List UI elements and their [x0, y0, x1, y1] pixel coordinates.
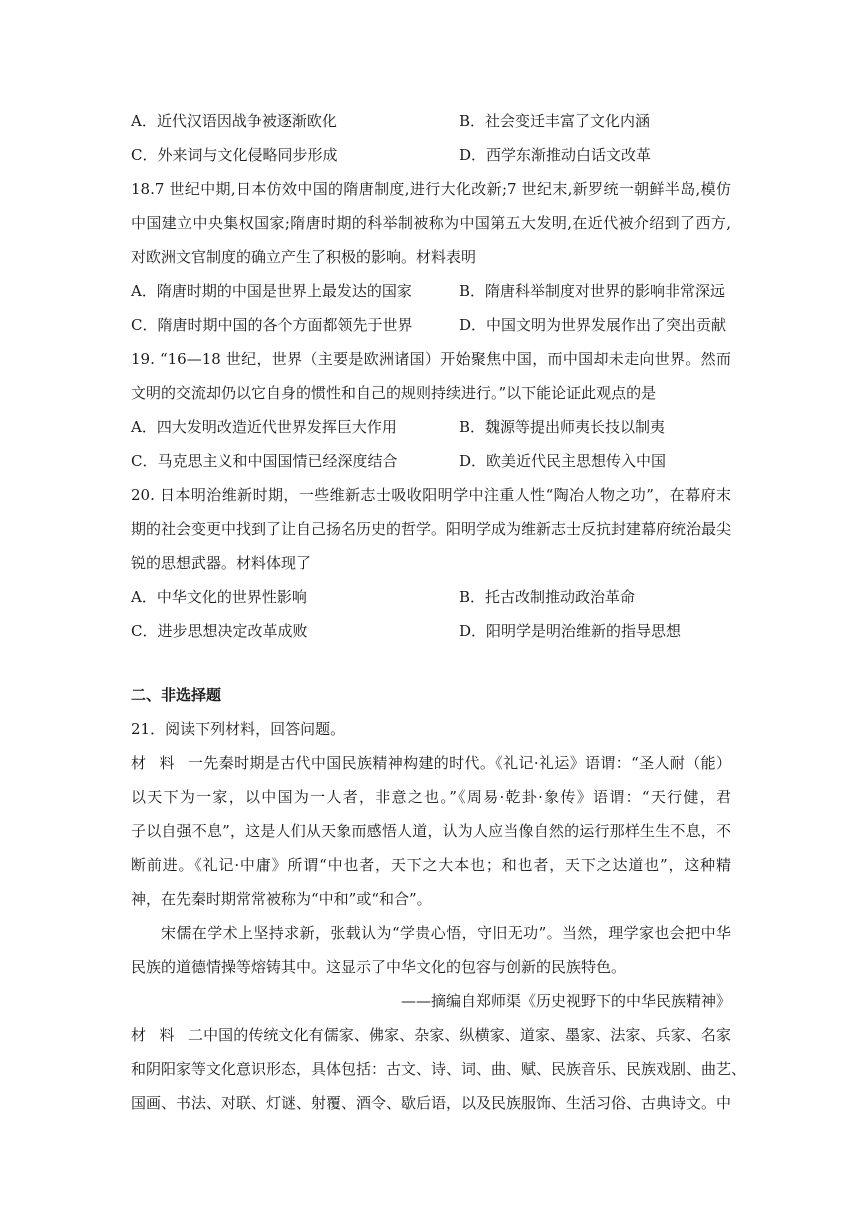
- material-1-line5: 神，在先秦时期常常被称为“中和”或“和合”。: [131, 890, 432, 908]
- material-2-label: 材料二: [131, 1026, 203, 1044]
- q20-option-b: B．托古改制推动政治革命: [459, 588, 636, 606]
- q19-stem-line1: 19. “16—18 世纪，世界（主要是欧洲诸国）开始聚焦中国，而中国却未走向世界。然而: [131, 350, 731, 368]
- q18-stem-line2: 中国建立中央集权国家;隋唐时期的科举制被称为中国第五大发明,在近代被介绍到了西方,: [131, 214, 731, 232]
- material-2-line1: [131, 1025, 731, 1045]
- q19-stem-line2: 文明的交流却仍以它自身的惯性和自己的规则持续进行。”以下能论证此观点的是: [131, 384, 657, 402]
- q20-option-a: A．中华文化的世界性影响: [131, 588, 307, 606]
- section-heading: 二、非选择题: [131, 686, 222, 704]
- material-1-line1: [131, 753, 731, 773]
- q20-stem-line1: 20. 日本明治维新时期，一些维新志士吸收阳明学中注重人性“陶冶人物之功”，在幕府末: [131, 486, 731, 504]
- q20-option-c: C．进步思想决定改革成败: [131, 622, 308, 640]
- material-2-line1-text: 中国的传统文化有儒家、佛家、杂家、纵横家、道家、墨家、法家、兵家、名家: [203, 1026, 731, 1044]
- q17-option-a: A．近代汉语因战争被逐渐欧化: [131, 112, 337, 130]
- material-1-para2-line1: 宋儒在学术上坚持求新，张载认为“学贵心悟，守旧无功”。当然，理学家也会把中华: [161, 924, 731, 942]
- q21-intro: 21．阅读下列材料，回答问题。: [131, 720, 346, 738]
- material-2-line2: 和阴阳家等文化意识形态，具体包括：古文、诗、词、曲、赋、民族音乐、民族戏剧、曲艺、: [131, 1060, 747, 1078]
- q20-stem-line2: 期的社会变更中找到了让自己扬名历史的哲学。阳明学成为维新志士反抗封建幕府统治最尖: [131, 520, 732, 538]
- q19-option-c: C．马克思主义和中国国情已经深度结合: [131, 452, 398, 470]
- material-1-line3: 子以自强不息”，这是人们从天象而感悟人道，认为人应当像自然的运行那样生生不息，不: [131, 822, 731, 840]
- q17-option-c: C．外来词与文化侵略同步形成: [131, 146, 338, 164]
- q20-option-d: D．阳明学是明治维新的指导思想: [459, 622, 682, 640]
- material-1-line1-text: 先秦时期是古代中国民族精神构建的时代。《礼记·礼运》语谓：“圣人耐（能）: [203, 754, 731, 772]
- q19-option-b: B．魏源等提出师夷长技以制夷: [459, 418, 666, 436]
- material-1-label: 材料一: [131, 754, 203, 772]
- q18-option-a: A．隋唐时期的中国是世界上最发达的国家: [131, 282, 412, 300]
- q18-option-b: B．隋唐科举制度对世界的影响非常深远: [459, 282, 726, 300]
- q18-stem-line1: 18.7 世纪中期,日本仿效中国的隋唐制度,进行大化改新;7 世纪末,新罗统一朝鲜半岛,模仿: [131, 180, 731, 198]
- q19-option-d: D．欧美近代民主思想传入中国: [459, 452, 667, 470]
- material-1-source: ——摘编自郑师渠《历史视野下的中华民族精神》: [400, 992, 731, 1010]
- q19-option-a: A．四大发明改造近代世界发挥巨大作用: [131, 418, 397, 436]
- q20-stem-line3: 锐的思想武器。材料体现了: [131, 554, 312, 572]
- q17-option-d: D．西学东渐推动白话文改革: [459, 146, 652, 164]
- material-1-line2: 以天下为一家，以中国为一人者，非意之也。”《周易·乾卦·象传》语谓：“天行健，君: [131, 788, 731, 806]
- material-1-para2-line2: 民族的道德情操等熔铸其中。这显示了中华文化的包容与创新的民族特色。: [131, 958, 627, 976]
- q18-stem-line3: 对欧洲文官制度的确立产生了积极的影响。材料表明: [131, 248, 477, 266]
- q17-option-b: B．社会变迁丰富了文化内涵: [459, 112, 651, 130]
- q18-option-c: C．隋唐时期中国的各个方面都领先于世界: [131, 316, 413, 334]
- material-1-line4: 断前进。《礼记·中庸》所谓“中也者，天下之大本也；和也者，天下之达道也”，这种精: [131, 856, 731, 874]
- q18-option-d: D．中国文明为世界发展作出了突出贡献: [459, 316, 727, 334]
- material-2-line3: 国画、书法、对联、灯谜、射覆、酒令、歇后语，以及民族服饰、生活习俗、古典诗文。中: [131, 1094, 732, 1112]
